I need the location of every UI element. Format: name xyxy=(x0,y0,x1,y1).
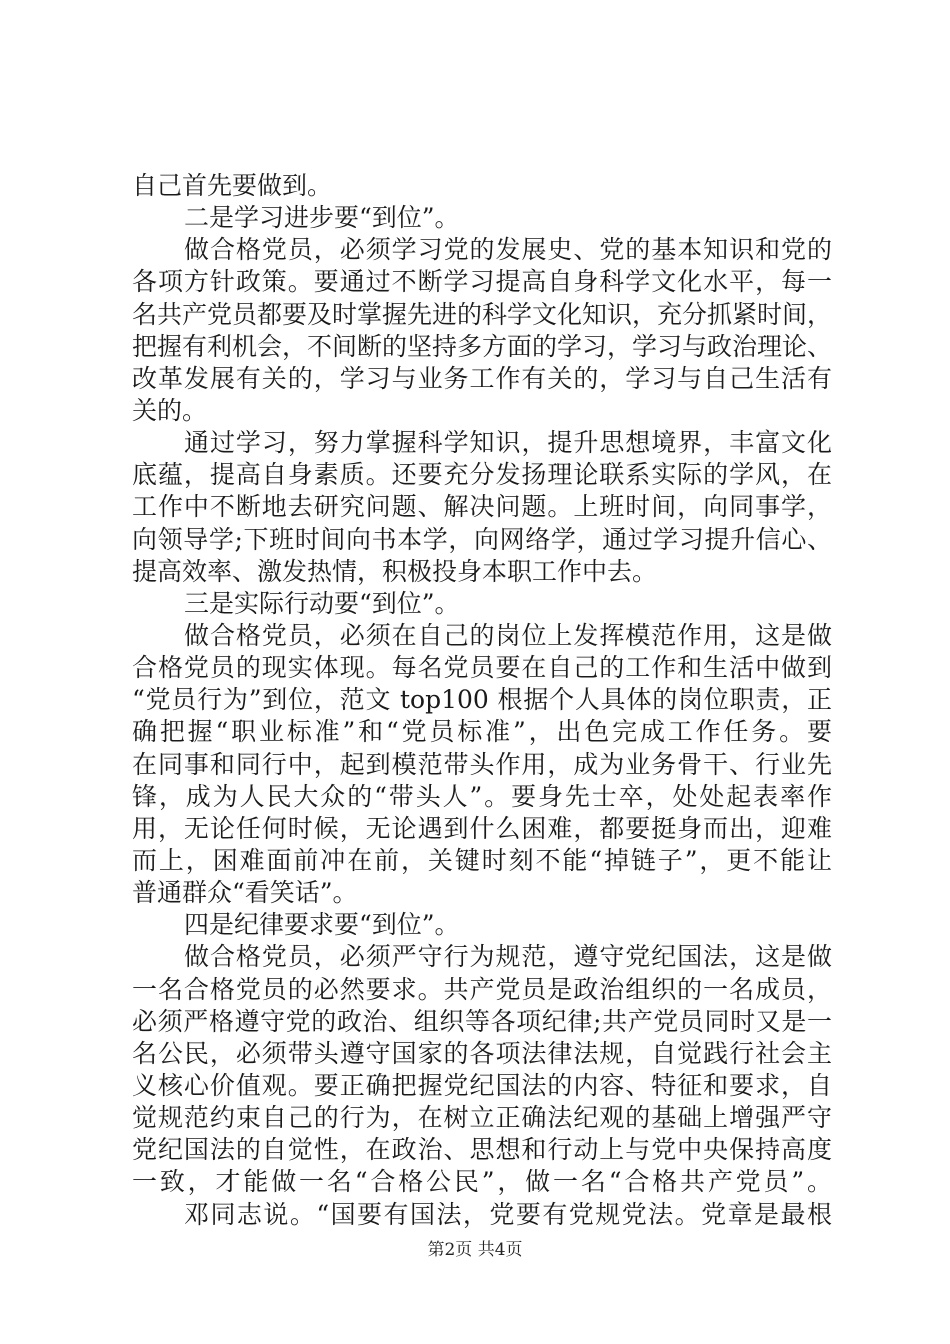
text-line: 一致，才能做一名“合格公民”，做一名“合格共产党员”。 xyxy=(132,1167,832,1197)
text-line: 自己首先要做到。 xyxy=(132,171,333,200)
section-heading: 二是学习进步要“到位”。 xyxy=(184,203,460,233)
section-heading: 四是纪律要求要“到位”。 xyxy=(184,910,460,940)
text-line: 党纪国法的自觉性，在政治、思想和行动上与党中央保持高度 xyxy=(132,1135,832,1165)
text-line: 用，无论任何时候，无论遇到什么困难，都要挺身而出，迎难 xyxy=(132,813,832,843)
text-line: 觉规范约束自己的行为，在树立正确法纪观的基础上增强严守 xyxy=(132,1103,832,1133)
text-line: “党员行为”到位，范文 top100 根据个人具体的岗位职责，正 xyxy=(132,685,832,715)
text-line: 名公民，必须带头遵守国家的各项法律法规，自觉践行社会主 xyxy=(132,1038,832,1068)
text-line: 底蕴，提高自身素质。还要充分发扬理论联系实际的学风，在 xyxy=(132,460,832,490)
text-line: 邓同志说。“国要有国法，党要有党规党法。党章是最根 xyxy=(184,1199,832,1229)
text-line: 通过学习，努力掌握科学知识，提升思想境界，丰富文化 xyxy=(184,428,832,458)
text-line: 普通群众“看笑话”。 xyxy=(132,878,358,908)
page-number-footer: 第2页 共4页 xyxy=(427,1240,523,1260)
text-line: 向领导学;下班时间向书本学，向网络学，通过学习提升信心、 xyxy=(132,524,832,554)
text-line: 工作中不断地去研究问题、解决问题。上班时间，向同事学， xyxy=(132,492,832,522)
text-line: 做合格党员，必须学习党的发展史、党的基本知识和党的 xyxy=(184,235,832,265)
section-heading: 三是实际行动要“到位”。 xyxy=(184,588,460,618)
text-line: 一名合格党员的必然要求。共产党员是政治组织的一名成员， xyxy=(132,974,832,1004)
text-line: 改革发展有关的，学习与业务工作有关的，学习与自己生活有 xyxy=(132,363,832,393)
text-line: 必须严格遵守党的政治、组织等各项纪律;共产党员同时又是一 xyxy=(132,1006,832,1036)
text-line: 确把握“职业标准”和“党员标准”，出色完成工作任务。要 xyxy=(132,717,832,747)
text-line: 把握有利机会，不间断的坚持多方面的学习，学习与政治理论、 xyxy=(132,331,833,361)
text-line: 关的。 xyxy=(132,395,208,425)
text-line: 名共产党员都要及时掌握先进的科学文化知识，充分抓紧时间， xyxy=(132,299,833,329)
body-text xyxy=(132,170,832,1231)
text-line: 做合格党员，必须严守行为规范，遵守党纪国法，这是做 xyxy=(184,942,832,972)
text-line: 合格党员的现实体现。每名党员要在自己的工作和生活中做到 xyxy=(132,653,832,683)
text-line: 做合格党员，必须在自己的岗位上发挥模范作用，这是做 xyxy=(184,620,832,650)
text-line: 义核心价值观。要正确把握党纪国法的内容、特征和要求，自 xyxy=(132,1070,832,1100)
text-line: 各项方针政策。要通过不断学习提高自身科学文化水平，每一 xyxy=(132,267,832,297)
text-line: 而上，困难面前冲在前，关键时刻不能“掉链子”，更不能让 xyxy=(132,845,832,875)
text-line: 锋，成为人民大众的“带头人”。要身先士卒，处处起表率作 xyxy=(132,781,832,811)
text-line: 在同事和同行中，起到模范带头作用，成为业务骨干、行业先 xyxy=(132,749,832,779)
text-line: 提高效率、激发热情，积极投身本职工作中去。 xyxy=(132,556,658,586)
